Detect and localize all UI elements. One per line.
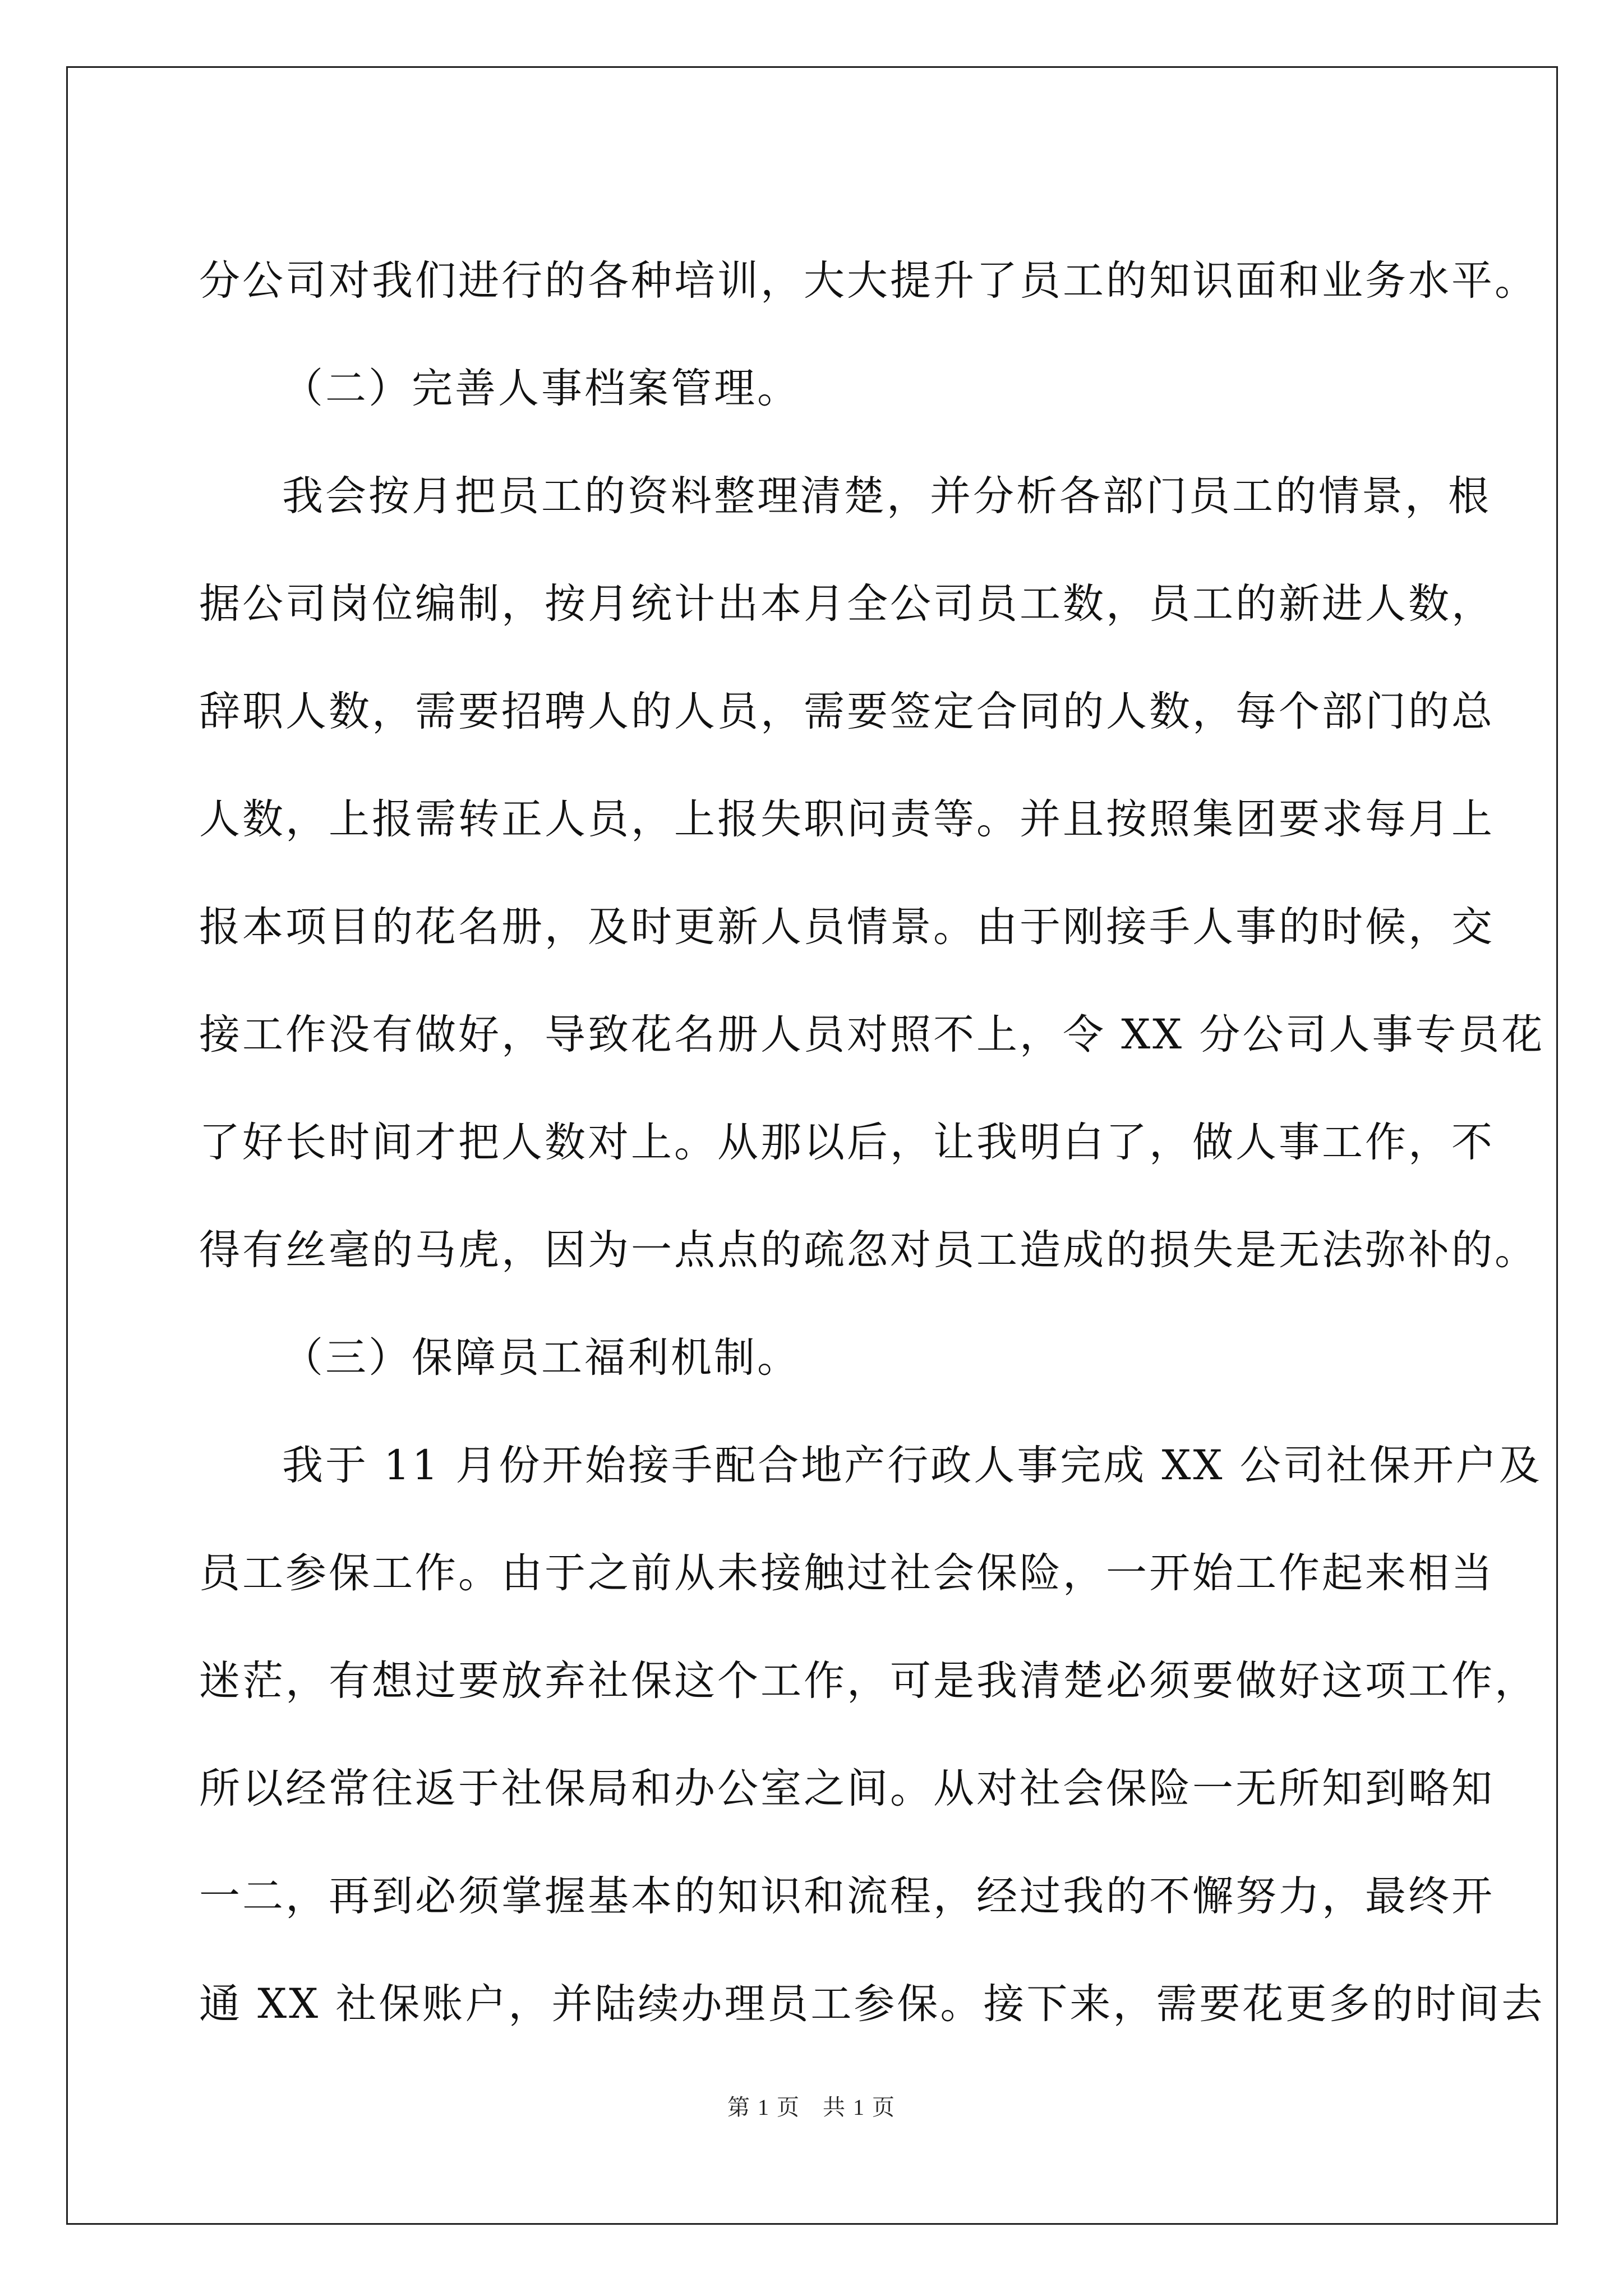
paragraph-line: 人数，上报需转正人员，上报失职问责等。并且按照集团要求每月上 (199, 795, 1495, 843)
paragraph-line: 一二，再到必须掌握基本的知识和流程，经过我的不懈努力，最终开 (199, 1872, 1495, 1920)
page-number-current: 第 1 页 (727, 2095, 800, 2120)
paragraph-line: 我于 11 月份开始接手配合地产行政人事完成 XX 公司社保开户及 (282, 1442, 1542, 1489)
paragraph-line: 所以经常往返于社保局和办公室之间。从对社会保险一无所知到略知 (199, 1765, 1495, 1812)
paragraph-line: 我会按月把员工的资料整理清楚，并分析各部门员工的情景，根 (282, 472, 1491, 520)
section-heading: （二）完善人事档案管理。 (282, 365, 800, 412)
paragraph-line: 据公司岗位编制，按月统计出本月全公司员工数，员工的新进人数， (199, 580, 1495, 628)
paragraph-line: 迷茫，有想过要放弃社保这个工作，可是我清楚必须要做好这项工作， (199, 1657, 1538, 1705)
document-body (199, 227, 1545, 2058)
paragraph-line: 分公司对我们进行的各种培训，大大提升了员工的知识面和业务水平。 (199, 257, 1538, 305)
paragraph-line: 通 XX 社保账户，并陆续办理员工参保。接下来，需要花更多的时间去 (199, 1980, 1545, 2028)
paragraph-line: 了好长时间才把人数对上。从那以后，让我明白了，做人事工作，不 (199, 1119, 1495, 1166)
paragraph-line: 报本项目的花名册，及时更新人员情景。由于刚接手人事的时候，交 (199, 903, 1495, 951)
page-footer (0, 2090, 1623, 2122)
paragraph-line: 得有丝毫的马虎，因为一点点的疏忽对员工造成的损失是无法弥补的。 (199, 1226, 1538, 1274)
paragraph-line: 辞职人数，需要招聘人的人员，需要签定合同的人数，每个部门的总 (199, 688, 1495, 735)
page-number-total: 共 1 页 (823, 2095, 896, 2120)
paragraph-line: 接工作没有做好，导致花名册人员对照不上，令 XX 分公司人事专员花 (199, 1011, 1545, 1059)
section-heading: （三）保障员工福利机制。 (282, 1334, 800, 1382)
paragraph-line: 员工参保工作。由于之前从未接触过社会保险，一开始工作起来相当 (199, 1549, 1495, 1597)
